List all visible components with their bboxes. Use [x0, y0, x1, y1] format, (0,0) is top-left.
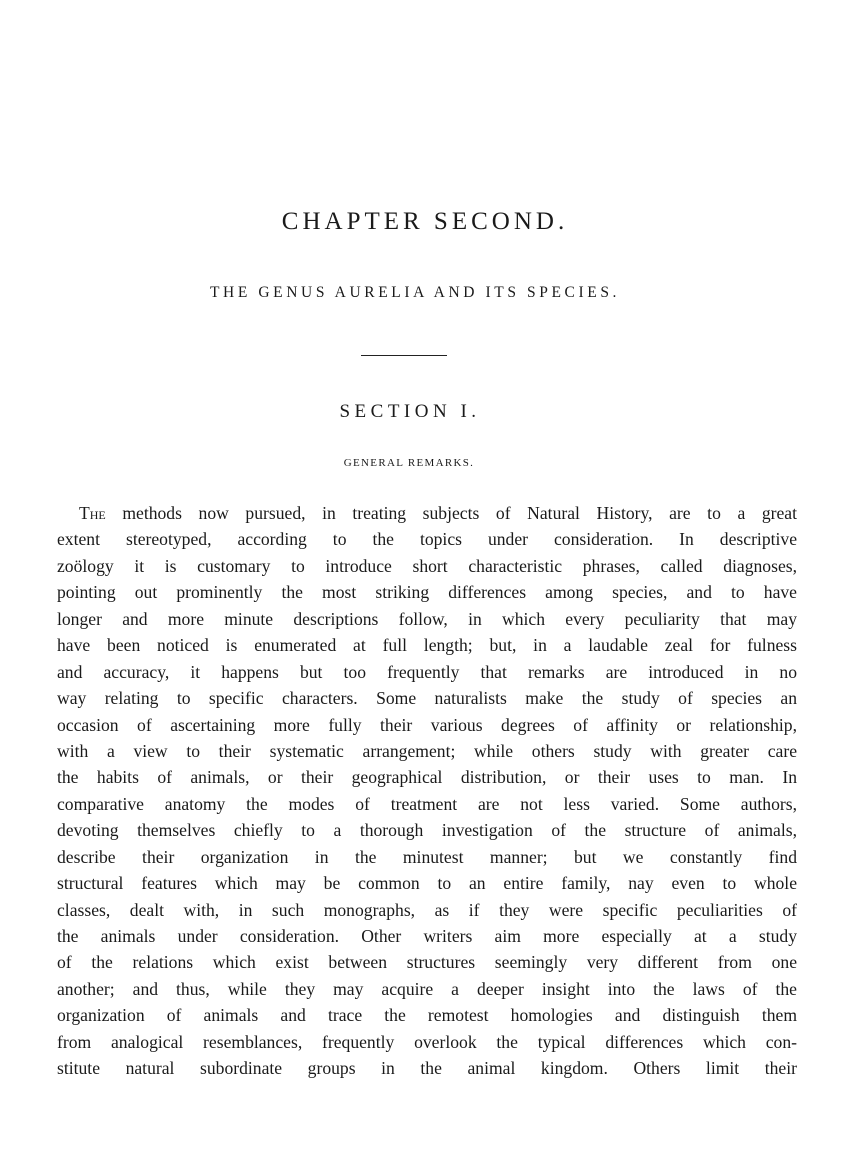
paragraph-line: of the relations which exist between structures seemingly very different from one	[57, 952, 797, 973]
paragraph-line: way relating to specific characters. Some naturalists make the study of species an	[57, 688, 797, 709]
body-paragraph	[57, 500, 797, 1082]
chapter-title: CHAPTER SECOND.	[281, 208, 569, 235]
paragraph-line: have been noticed is enumerated at full length; but, in a laudable zeal for fulness	[57, 635, 797, 656]
paragraph-line: structural features which may be common to an entire family, nay even to whole	[57, 873, 797, 894]
paragraph-line: zoölogy it is customary to introduce short characteristic phrases, called diagnoses,	[57, 555, 797, 576]
chapter-subtitle: THE GENUS AURELIA AND ITS SPECIES.	[209, 284, 621, 301]
section-divider	[361, 355, 447, 356]
paragraph-line: organization of animals and trace the remotest homologies and distinguish them	[57, 1005, 797, 1026]
paragraph-line: pointing out prominently the most striking differences among species, and to have	[57, 582, 797, 603]
paragraph-line: with a view to their systematic arrangement; while others study with greater care	[57, 740, 797, 761]
paragraph-line: the habits of animals, or their geographical distribution, or their uses to man. In	[57, 767, 797, 788]
paragraph-line: from analogical resemblances, frequently overlook the typical differences which con-	[57, 1031, 797, 1052]
paragraph-line: occasion of ascertaining more fully their various degrees of affinity or relationship,	[57, 714, 797, 735]
paragraph-line: extent stereotyped, according to the topics under consideration. In descriptive	[57, 529, 797, 550]
paragraph-line: the animals under consideration. Other writers aim more especially at a study	[57, 926, 797, 946]
section-subtitle: GENERAL REMARKS.	[343, 457, 475, 469]
paragraph-line: devoting themselves chiefly to a thorough investigation of the structure of animals,	[57, 820, 797, 841]
paragraph-line-text: methods now pursued, in treating subjects of Natural History, are to a great	[105, 503, 797, 523]
paragraph-lead-word: The	[79, 503, 106, 523]
paragraph-line: another; and thus, while they may acquire a deeper insight into the laws of the	[57, 978, 797, 999]
paragraph-line	[57, 500, 797, 526]
paragraph-line: classes, dealt with, in such monographs, as if they were specific peculiarities of	[57, 899, 797, 920]
paragraph-line: and accuracy, it happens but too frequently that remarks are introduced in no	[57, 661, 797, 682]
paragraph-line: comparative anatomy the modes of treatment are not less varied. Some authors,	[57, 793, 797, 814]
paragraph-line: describe their organization in the minutest manner; but we constantly find	[57, 846, 797, 867]
section-title: SECTION I.	[339, 401, 481, 422]
paragraph-line: stitute natural subordinate groups in the animal kingdom. Others limit their	[57, 1058, 797, 1079]
paragraph-line: longer and more minute descriptions follow, in which every peculiarity that may	[57, 608, 797, 629]
